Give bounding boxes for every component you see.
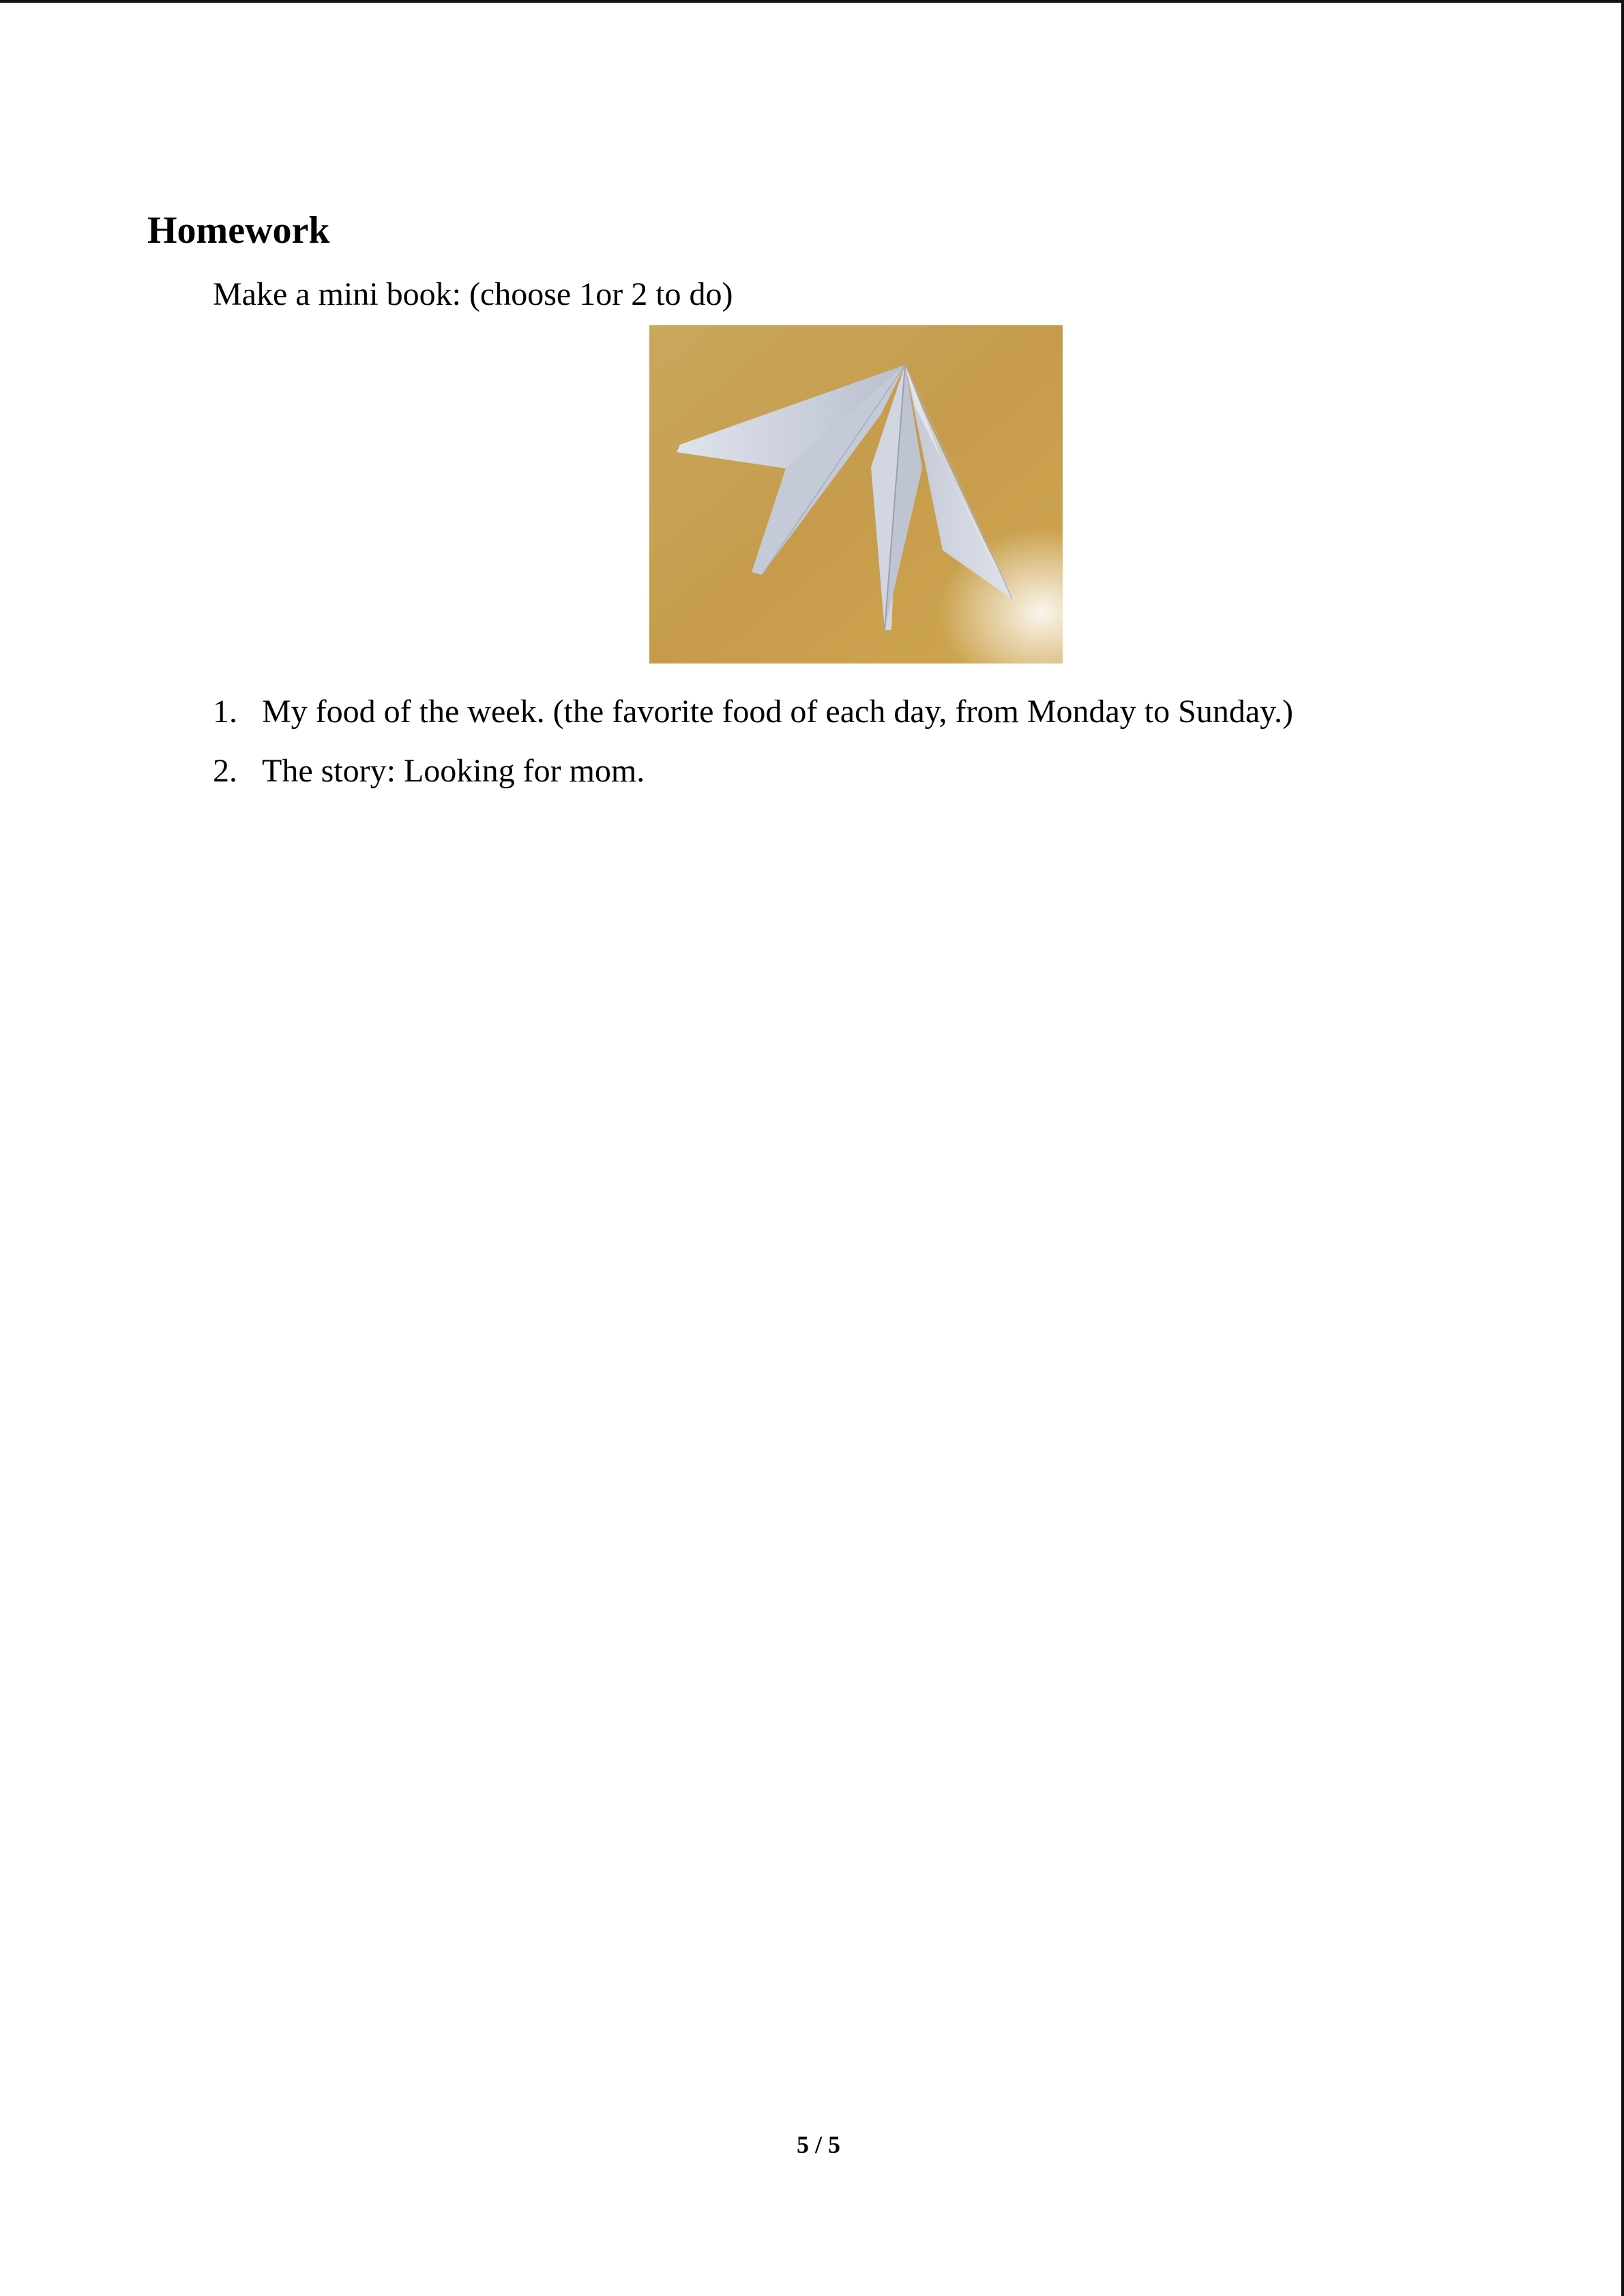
homework-option-2	[213, 751, 645, 791]
mini-book-photo	[649, 325, 1063, 664]
page-number: 5 / 5	[796, 2131, 840, 2158]
page-right-border	[1621, 0, 1624, 2296]
option-2-text: The story: Looking for mom.	[262, 753, 645, 789]
folded-paper-book-illustration	[649, 325, 1063, 664]
option-1-text: My food of the week. (the favorite food of each day, from Monday to Sunday.)	[262, 694, 1293, 730]
option-1-number: 1.	[213, 694, 237, 730]
page-top-border	[0, 0, 1624, 3]
option-2-number: 2.	[213, 753, 237, 789]
section-heading: Homework	[147, 209, 330, 252]
homework-instruction: Make a mini book: (choose 1or 2 to do)	[213, 276, 733, 312]
homework-option-1	[213, 692, 1293, 732]
